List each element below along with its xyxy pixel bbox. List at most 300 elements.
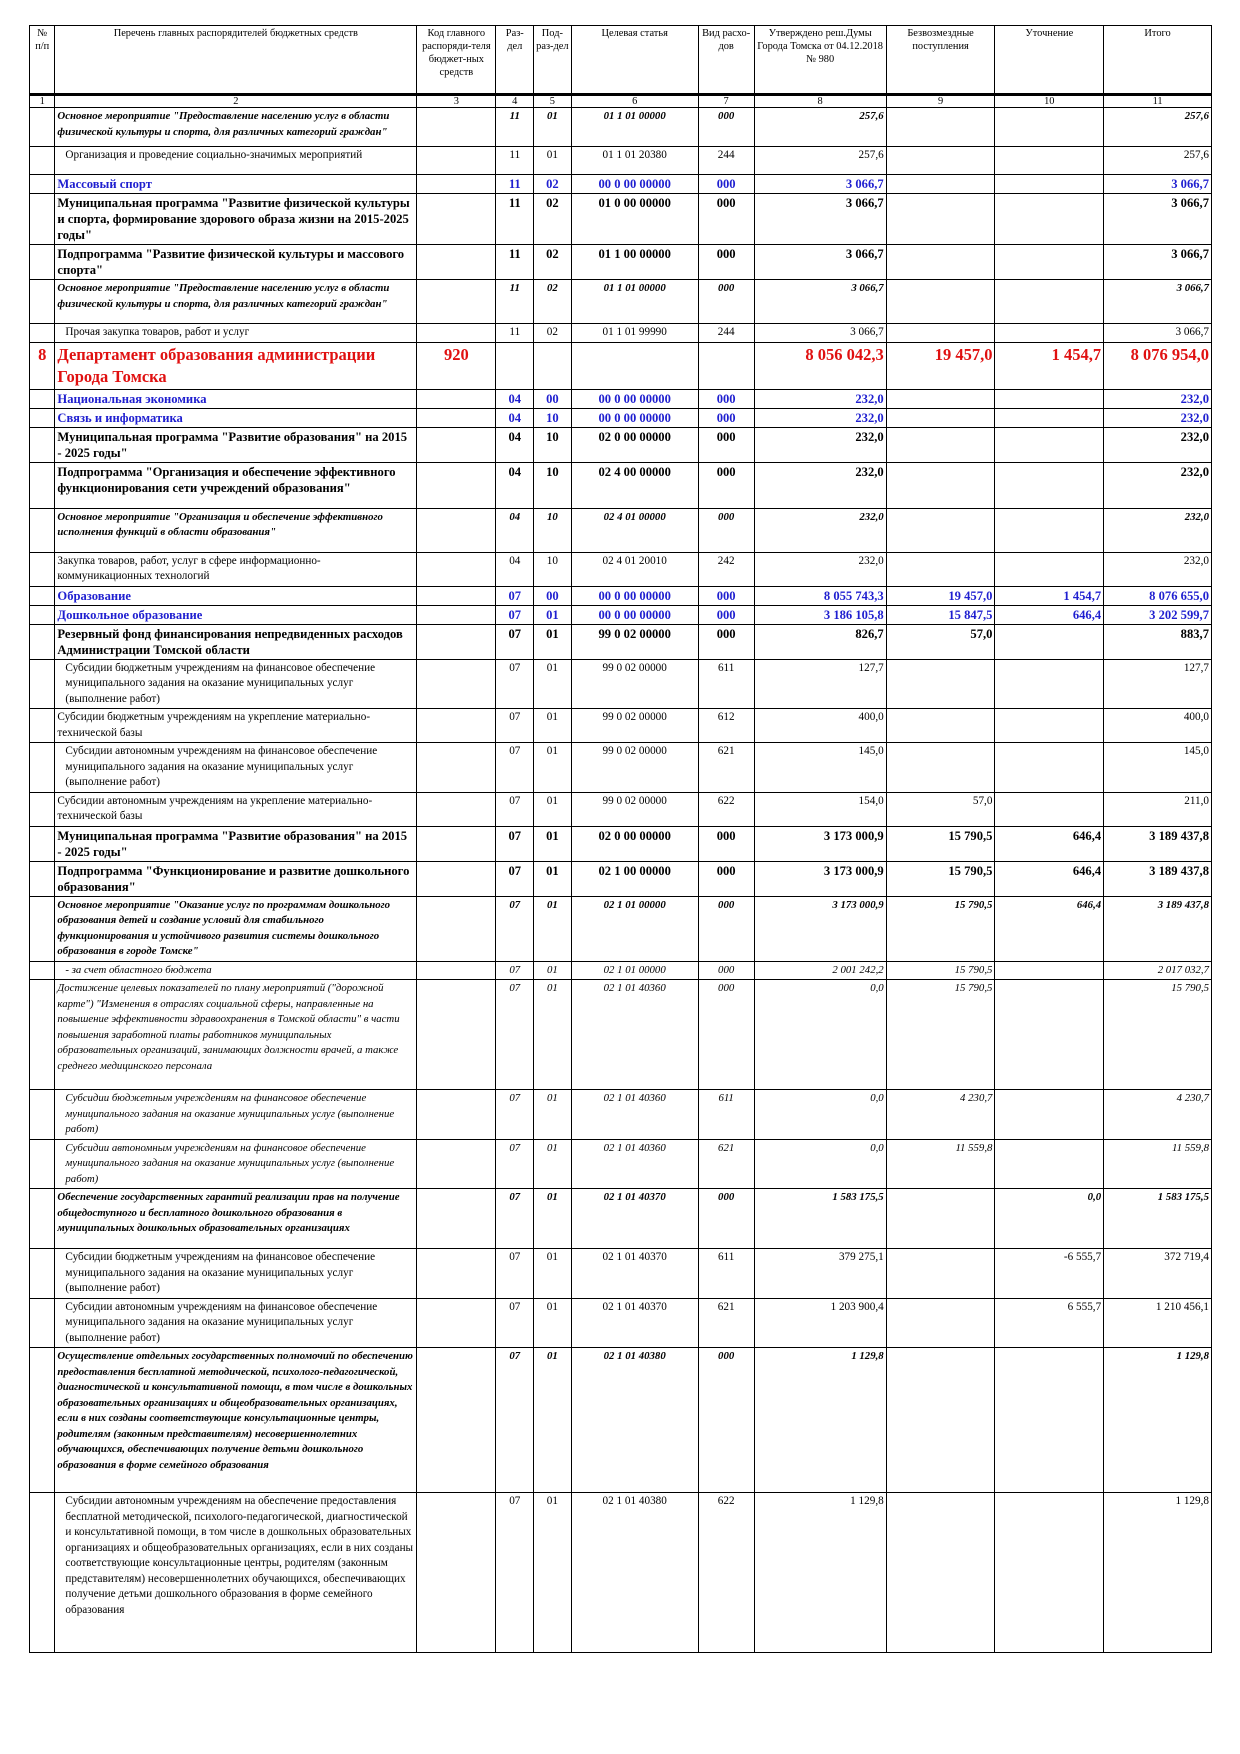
row-approved: 1 203 900,4 bbox=[754, 1298, 886, 1348]
row-name: Подпрограмма "Организация и обеспечение эффективного функционирования сети учреждений образования" bbox=[55, 462, 417, 508]
table-row bbox=[30, 896, 1212, 961]
row-total: 3 189 437,8 bbox=[1104, 896, 1212, 961]
row-total: 3 066,7 bbox=[1104, 175, 1212, 194]
row-razdel: 07 bbox=[496, 792, 534, 826]
row-approved: 232,0 bbox=[754, 462, 886, 508]
row-vid: 000 bbox=[698, 861, 754, 896]
row-code bbox=[417, 389, 496, 408]
row-approved: 145,0 bbox=[754, 743, 886, 793]
row-vid: 242 bbox=[698, 552, 754, 586]
row-podrazdel: 01 bbox=[534, 826, 572, 861]
row-adjust bbox=[995, 1493, 1104, 1653]
row-gift bbox=[886, 147, 995, 175]
row-podrazdel: 02 bbox=[534, 194, 572, 245]
row-code bbox=[417, 1493, 496, 1653]
row-gift bbox=[886, 108, 995, 147]
row-vid: 611 bbox=[698, 659, 754, 709]
row-target: 02 1 01 40370 bbox=[571, 1189, 698, 1249]
row-number bbox=[30, 980, 55, 1090]
row-code bbox=[417, 792, 496, 826]
row-target: 00 0 00 00000 bbox=[571, 175, 698, 194]
table-row bbox=[30, 324, 1212, 343]
row-podrazdel: 01 bbox=[534, 792, 572, 826]
row-gift bbox=[886, 175, 995, 194]
row-gift bbox=[886, 709, 995, 743]
header-gift: Безвозмездные поступления bbox=[886, 26, 995, 95]
row-target: 02 1 01 00000 bbox=[571, 896, 698, 961]
row-name: Национальная экономика bbox=[55, 389, 417, 408]
header-adjust: Уточнение bbox=[995, 26, 1104, 95]
row-number bbox=[30, 245, 55, 280]
row-adjust: 6 555,7 bbox=[995, 1298, 1104, 1348]
row-total: 232,0 bbox=[1104, 389, 1212, 408]
row-podrazdel: 01 bbox=[534, 1298, 572, 1348]
row-razdel: 07 bbox=[496, 826, 534, 861]
row-total: 3 202 599,7 bbox=[1104, 605, 1212, 624]
row-podrazdel bbox=[534, 342, 572, 389]
row-target: 01 1 01 20380 bbox=[571, 147, 698, 175]
row-vid: 244 bbox=[698, 324, 754, 343]
row-gift bbox=[886, 389, 995, 408]
row-razdel: 07 bbox=[496, 1493, 534, 1653]
row-name: Субсидии автономным учреждениям на укрепление материально-технической базы bbox=[55, 792, 417, 826]
column-numbers-row bbox=[30, 95, 1212, 108]
table-row bbox=[30, 1298, 1212, 1348]
table-row bbox=[30, 1249, 1212, 1299]
row-total: 232,0 bbox=[1104, 408, 1212, 427]
table-row bbox=[30, 743, 1212, 793]
row-code bbox=[417, 108, 496, 147]
row-total: 1 583 175,5 bbox=[1104, 1189, 1212, 1249]
row-approved: 0,0 bbox=[754, 1090, 886, 1140]
row-number bbox=[30, 709, 55, 743]
row-vid: 000 bbox=[698, 194, 754, 245]
header-target: Целевая статья bbox=[571, 26, 698, 95]
row-podrazdel: 02 bbox=[534, 245, 572, 280]
row-vid: 611 bbox=[698, 1249, 754, 1299]
row-adjust bbox=[995, 280, 1104, 324]
row-target: 02 1 01 40370 bbox=[571, 1298, 698, 1348]
row-code bbox=[417, 826, 496, 861]
row-razdel: 07 bbox=[496, 861, 534, 896]
row-code bbox=[417, 1348, 496, 1493]
row-gift: 15 790,5 bbox=[886, 861, 995, 896]
row-adjust bbox=[995, 462, 1104, 508]
table-row bbox=[30, 147, 1212, 175]
row-number bbox=[30, 1249, 55, 1299]
row-approved: 3 066,7 bbox=[754, 175, 886, 194]
row-approved: 0,0 bbox=[754, 980, 886, 1090]
row-number bbox=[30, 826, 55, 861]
row-vid: 622 bbox=[698, 1493, 754, 1653]
row-vid: 000 bbox=[698, 586, 754, 605]
table-row bbox=[30, 408, 1212, 427]
row-vid: 000 bbox=[698, 462, 754, 508]
table-row bbox=[30, 1493, 1212, 1653]
row-name: Субсидии автономным учреждениям на финансовое обеспечение муниципального задания на оказание муниципальных услуг (выполнение работ) bbox=[55, 743, 417, 793]
row-vid: 000 bbox=[698, 1189, 754, 1249]
row-razdel: 07 bbox=[496, 1090, 534, 1140]
col-num: 10 bbox=[995, 95, 1104, 108]
row-adjust bbox=[995, 552, 1104, 586]
row-code bbox=[417, 552, 496, 586]
table-row bbox=[30, 342, 1212, 389]
row-total: 3 189 437,8 bbox=[1104, 826, 1212, 861]
row-vid bbox=[698, 342, 754, 389]
row-adjust bbox=[995, 175, 1104, 194]
row-gift bbox=[886, 194, 995, 245]
row-podrazdel: 01 bbox=[534, 624, 572, 659]
row-target: 00 0 00 00000 bbox=[571, 408, 698, 427]
row-total: 232,0 bbox=[1104, 462, 1212, 508]
row-vid: 000 bbox=[698, 389, 754, 408]
row-podrazdel: 01 bbox=[534, 1348, 572, 1493]
row-approved: 232,0 bbox=[754, 508, 886, 552]
table-row bbox=[30, 552, 1212, 586]
row-number: 8 bbox=[30, 342, 55, 389]
header-name: Перечень главных распорядителей бюджетных средств bbox=[55, 26, 417, 95]
row-code bbox=[417, 896, 496, 961]
row-approved: 379 275,1 bbox=[754, 1249, 886, 1299]
row-target: 02 4 01 20010 bbox=[571, 552, 698, 586]
row-razdel: 07 bbox=[496, 624, 534, 659]
row-number bbox=[30, 280, 55, 324]
row-adjust: 1 454,7 bbox=[995, 342, 1104, 389]
row-gift: 15 790,5 bbox=[886, 826, 995, 861]
table-row bbox=[30, 108, 1212, 147]
row-target: 02 1 01 40360 bbox=[571, 1139, 698, 1189]
row-vid: 000 bbox=[698, 175, 754, 194]
row-total: 3 066,7 bbox=[1104, 280, 1212, 324]
row-total: 8 076 655,0 bbox=[1104, 586, 1212, 605]
row-number bbox=[30, 624, 55, 659]
row-total: 11 559,8 bbox=[1104, 1139, 1212, 1189]
row-gift bbox=[886, 552, 995, 586]
row-approved: 3 173 000,9 bbox=[754, 896, 886, 961]
row-approved: 1 583 175,5 bbox=[754, 1189, 886, 1249]
row-vid: 000 bbox=[698, 896, 754, 961]
row-name: Подпрограмма "Функционирование и развитие дошкольного образования" bbox=[55, 861, 417, 896]
header-podrazdel: Под-раз-дел bbox=[534, 26, 572, 95]
row-adjust bbox=[995, 508, 1104, 552]
table-row bbox=[30, 659, 1212, 709]
row-vid: 000 bbox=[698, 961, 754, 980]
row-razdel: 07 bbox=[496, 1139, 534, 1189]
row-code bbox=[417, 280, 496, 324]
row-target: 01 1 01 00000 bbox=[571, 280, 698, 324]
row-razdel: 04 bbox=[496, 508, 534, 552]
row-vid: 000 bbox=[698, 108, 754, 147]
row-target: 02 1 00 00000 bbox=[571, 861, 698, 896]
row-adjust: 1 454,7 bbox=[995, 586, 1104, 605]
row-podrazdel: 01 bbox=[534, 108, 572, 147]
row-adjust: 0,0 bbox=[995, 1189, 1104, 1249]
row-podrazdel: 10 bbox=[534, 408, 572, 427]
row-target: 02 1 01 40380 bbox=[571, 1348, 698, 1493]
row-approved: 232,0 bbox=[754, 408, 886, 427]
row-vid: 621 bbox=[698, 743, 754, 793]
row-razdel: 07 bbox=[496, 1348, 534, 1493]
row-approved: 8 055 743,3 bbox=[754, 586, 886, 605]
table-row bbox=[30, 826, 1212, 861]
row-number bbox=[30, 1493, 55, 1653]
row-target: 02 4 01 00000 bbox=[571, 508, 698, 552]
row-number bbox=[30, 792, 55, 826]
row-number bbox=[30, 1348, 55, 1493]
row-adjust bbox=[995, 389, 1104, 408]
row-razdel: 07 bbox=[496, 1249, 534, 1299]
row-target bbox=[571, 342, 698, 389]
row-target: 02 4 00 00000 bbox=[571, 462, 698, 508]
table-row bbox=[30, 961, 1212, 980]
row-number bbox=[30, 743, 55, 793]
header-row bbox=[30, 26, 1212, 95]
row-gift bbox=[886, 462, 995, 508]
row-number bbox=[30, 147, 55, 175]
row-number bbox=[30, 194, 55, 245]
row-name: Субсидии автономным учреждениям на финансовое обеспечение муниципального задания на оказание муниципальных услуг (выполнение работ) bbox=[55, 1298, 417, 1348]
row-number bbox=[30, 1298, 55, 1348]
row-adjust bbox=[995, 743, 1104, 793]
row-number bbox=[30, 408, 55, 427]
row-code bbox=[417, 1298, 496, 1348]
row-target: 01 1 00 00000 bbox=[571, 245, 698, 280]
row-adjust bbox=[995, 1090, 1104, 1140]
table-row bbox=[30, 508, 1212, 552]
row-razdel: 11 bbox=[496, 280, 534, 324]
row-podrazdel: 00 bbox=[534, 586, 572, 605]
row-podrazdel: 01 bbox=[534, 1249, 572, 1299]
row-number bbox=[30, 389, 55, 408]
col-num: 6 bbox=[571, 95, 698, 108]
row-name: Подпрограмма "Развитие физической культуры и массового спорта" bbox=[55, 245, 417, 280]
row-podrazdel: 02 bbox=[534, 280, 572, 324]
row-name: Субсидии бюджетным учреждениям на укрепление материально-технической базы bbox=[55, 709, 417, 743]
row-vid: 000 bbox=[698, 245, 754, 280]
row-vid: 621 bbox=[698, 1298, 754, 1348]
row-razdel: 04 bbox=[496, 389, 534, 408]
row-target: 01 0 00 00000 bbox=[571, 194, 698, 245]
row-gift: 15 790,5 bbox=[886, 896, 995, 961]
row-gift: 57,0 bbox=[886, 624, 995, 659]
budget-page bbox=[29, 25, 1212, 1653]
col-num: 11 bbox=[1104, 95, 1212, 108]
row-target: 00 0 00 00000 bbox=[571, 586, 698, 605]
row-target: 99 0 02 00000 bbox=[571, 743, 698, 793]
row-name: Муниципальная программа "Развитие образования" на 2015 - 2025 годы" bbox=[55, 826, 417, 861]
row-gift bbox=[886, 508, 995, 552]
row-podrazdel: 01 bbox=[534, 743, 572, 793]
row-razdel: 07 bbox=[496, 980, 534, 1090]
row-total: 1 210 456,1 bbox=[1104, 1298, 1212, 1348]
row-total: 257,6 bbox=[1104, 147, 1212, 175]
row-total: 1 129,8 bbox=[1104, 1348, 1212, 1493]
row-vid: 000 bbox=[698, 980, 754, 1090]
row-podrazdel: 01 bbox=[534, 147, 572, 175]
row-name: Связь и информатика bbox=[55, 408, 417, 427]
row-razdel: 11 bbox=[496, 147, 534, 175]
row-name: Организация и проведение социально-значимых мероприятий bbox=[55, 147, 417, 175]
row-code bbox=[417, 147, 496, 175]
row-target: 99 0 02 00000 bbox=[571, 624, 698, 659]
row-approved: 232,0 bbox=[754, 427, 886, 462]
row-code bbox=[417, 324, 496, 343]
row-total: 400,0 bbox=[1104, 709, 1212, 743]
row-podrazdel: 01 bbox=[534, 961, 572, 980]
col-num: 2 bbox=[55, 95, 417, 108]
row-gift bbox=[886, 1189, 995, 1249]
row-razdel bbox=[496, 342, 534, 389]
col-num: 8 bbox=[754, 95, 886, 108]
row-number bbox=[30, 586, 55, 605]
row-adjust bbox=[995, 245, 1104, 280]
row-target: 02 1 01 40370 bbox=[571, 1249, 698, 1299]
row-code bbox=[417, 1189, 496, 1249]
row-gift bbox=[886, 743, 995, 793]
row-razdel: 04 bbox=[496, 462, 534, 508]
row-target: 02 1 01 40360 bbox=[571, 1090, 698, 1140]
row-gift: 15 847,5 bbox=[886, 605, 995, 624]
row-approved: 127,7 bbox=[754, 659, 886, 709]
row-code bbox=[417, 1249, 496, 1299]
row-name: Закупка товаров, работ, услуг в сфере информационно-коммуникационных технологий bbox=[55, 552, 417, 586]
row-code bbox=[417, 427, 496, 462]
row-name: Образование bbox=[55, 586, 417, 605]
row-podrazdel: 01 bbox=[534, 605, 572, 624]
row-adjust: 646,4 bbox=[995, 605, 1104, 624]
row-podrazdel: 01 bbox=[534, 861, 572, 896]
row-razdel: 11 bbox=[496, 175, 534, 194]
col-num: 9 bbox=[886, 95, 995, 108]
row-vid: 611 bbox=[698, 1090, 754, 1140]
row-vid: 000 bbox=[698, 427, 754, 462]
row-name: Субсидии бюджетным учреждениям на финансовое обеспечение муниципального задания на оказание муниципальных услуг (выполнение работ) bbox=[55, 1090, 417, 1140]
row-approved: 400,0 bbox=[754, 709, 886, 743]
row-total: 3 066,7 bbox=[1104, 324, 1212, 343]
header-total: Итого bbox=[1104, 26, 1212, 95]
row-podrazdel: 01 bbox=[534, 709, 572, 743]
table-row bbox=[30, 1090, 1212, 1140]
row-name: Массовый спорт bbox=[55, 175, 417, 194]
row-razdel: 04 bbox=[496, 408, 534, 427]
row-gift: 11 559,8 bbox=[886, 1139, 995, 1189]
row-code bbox=[417, 659, 496, 709]
row-number bbox=[30, 552, 55, 586]
row-code bbox=[417, 709, 496, 743]
row-razdel: 07 bbox=[496, 1298, 534, 1348]
table-row bbox=[30, 194, 1212, 245]
row-code bbox=[417, 1139, 496, 1189]
table-row bbox=[30, 1139, 1212, 1189]
row-name: Достижение целевых показателей по плану мероприятий ("дорожной карте") "Изменения в отраслях социальной сферы, направленные на повышение эффективности здравоохранения в Томской области" в части повышения заработной платы работников муниципальных образовательных организаций, занимающих должности врачей, а также среднего медицинского персонала bbox=[55, 980, 417, 1090]
row-total: 232,0 bbox=[1104, 427, 1212, 462]
row-code bbox=[417, 624, 496, 659]
row-vid: 000 bbox=[698, 1348, 754, 1493]
row-code bbox=[417, 586, 496, 605]
row-total: 15 790,5 bbox=[1104, 980, 1212, 1090]
row-podrazdel: 00 bbox=[534, 389, 572, 408]
row-razdel: 07 bbox=[496, 961, 534, 980]
row-number bbox=[30, 1139, 55, 1189]
row-razdel: 07 bbox=[496, 1189, 534, 1249]
row-approved: 232,0 bbox=[754, 389, 886, 408]
col-num: 3 bbox=[417, 95, 496, 108]
row-approved: 3 173 000,9 bbox=[754, 861, 886, 896]
table-row bbox=[30, 792, 1212, 826]
col-num: 1 bbox=[30, 95, 55, 108]
row-razdel: 07 bbox=[496, 586, 534, 605]
row-approved: 2 001 242,2 bbox=[754, 961, 886, 980]
row-total: 3 189 437,8 bbox=[1104, 861, 1212, 896]
row-approved: 257,6 bbox=[754, 147, 886, 175]
row-code bbox=[417, 743, 496, 793]
row-name: Резервный фонд финансирования непредвиденных расходов Администрации Томской области bbox=[55, 624, 417, 659]
row-total: 232,0 bbox=[1104, 508, 1212, 552]
row-approved: 3 066,7 bbox=[754, 194, 886, 245]
row-number bbox=[30, 175, 55, 194]
row-adjust bbox=[995, 792, 1104, 826]
row-code bbox=[417, 194, 496, 245]
row-code: 920 bbox=[417, 342, 496, 389]
row-approved: 826,7 bbox=[754, 624, 886, 659]
row-target: 02 0 00 00000 bbox=[571, 826, 698, 861]
row-total: 127,7 bbox=[1104, 659, 1212, 709]
row-podrazdel: 01 bbox=[534, 896, 572, 961]
row-gift bbox=[886, 427, 995, 462]
row-adjust bbox=[995, 147, 1104, 175]
row-approved: 0,0 bbox=[754, 1139, 886, 1189]
row-adjust bbox=[995, 961, 1104, 980]
row-total: 2 017 032,7 bbox=[1104, 961, 1212, 980]
row-name: Основное мероприятие "Предоставление населению услуг в области физической культуры и спорта, для различных категорий граждан" bbox=[55, 280, 417, 324]
row-target: 99 0 02 00000 bbox=[571, 792, 698, 826]
row-target: 01 1 01 99990 bbox=[571, 324, 698, 343]
row-vid: 000 bbox=[698, 508, 754, 552]
row-approved: 8 056 042,3 bbox=[754, 342, 886, 389]
row-podrazdel: 01 bbox=[534, 1189, 572, 1249]
table-row bbox=[30, 980, 1212, 1090]
row-approved: 257,6 bbox=[754, 108, 886, 147]
row-gift: 15 790,5 bbox=[886, 980, 995, 1090]
row-razdel: 04 bbox=[496, 427, 534, 462]
row-vid: 000 bbox=[698, 280, 754, 324]
row-name: Основное мероприятие "Предоставление населению услуг в области физической культуры и спорта, для различных категорий граждан" bbox=[55, 108, 417, 147]
header-n: № п/п bbox=[30, 26, 55, 95]
row-gift bbox=[886, 245, 995, 280]
row-razdel: 07 bbox=[496, 709, 534, 743]
row-vid: 244 bbox=[698, 147, 754, 175]
row-gift: 4 230,7 bbox=[886, 1090, 995, 1140]
row-vid: 000 bbox=[698, 408, 754, 427]
row-number bbox=[30, 108, 55, 147]
row-code bbox=[417, 175, 496, 194]
row-podrazdel: 01 bbox=[534, 980, 572, 1090]
row-gift: 15 790,5 bbox=[886, 961, 995, 980]
row-name: Субсидии автономным учреждениям на финансовое обеспечение муниципального задания на оказание муниципальных услуг (выполнение работ) bbox=[55, 1139, 417, 1189]
row-total: 232,0 bbox=[1104, 552, 1212, 586]
row-name: Осуществление отдельных государственных полномочий по обеспечению предоставления бесплатной методической, психолого-педагогической, диагностической и консультативной помощи, в том числе в дошкольных образовательных организациях и общеобразовательных организациях, если в них созданы соответствующие консультационные центры, родителям (законным представителям) несовершеннолетних обучающихся, обеспечивающих получение детьми дошкольного образования в форме семейного образования bbox=[55, 1348, 417, 1493]
row-podrazdel: 02 bbox=[534, 324, 572, 343]
row-code bbox=[417, 408, 496, 427]
row-gift bbox=[886, 1493, 995, 1653]
col-num: 4 bbox=[496, 95, 534, 108]
row-number bbox=[30, 659, 55, 709]
row-code bbox=[417, 980, 496, 1090]
row-razdel: 04 bbox=[496, 552, 534, 586]
row-approved: 1 129,8 bbox=[754, 1493, 886, 1653]
row-target: 99 0 02 00000 bbox=[571, 709, 698, 743]
row-name: Дошкольное образование bbox=[55, 605, 417, 624]
